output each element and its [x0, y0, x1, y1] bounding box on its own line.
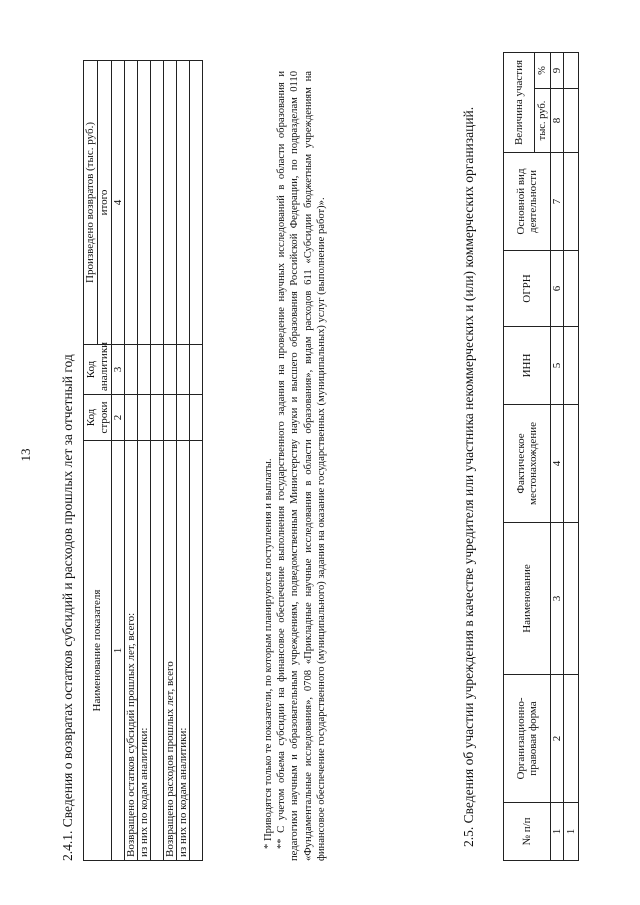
table-cell	[125, 345, 138, 395]
column-number: 3	[112, 345, 125, 395]
column-number: 2	[551, 675, 564, 803]
header-percent: %	[535, 53, 551, 89]
column-number: 3	[551, 523, 564, 675]
header-analytics-code: Код аналитики	[84, 345, 112, 395]
row-number: 1	[564, 803, 579, 861]
table-cell	[190, 395, 203, 441]
row-label: из них по кодам аналитики:	[138, 441, 151, 861]
table-cell	[138, 395, 151, 441]
header-name: Наименование	[504, 523, 551, 675]
header-location: Фактическое местонахождение	[504, 405, 551, 523]
header-share: Величина участия	[504, 53, 535, 153]
header-indicator-name: Наименование показателя	[84, 441, 112, 861]
column-number: 9	[551, 53, 564, 89]
table-cell	[177, 61, 190, 345]
table-cell	[190, 61, 203, 345]
row-label	[190, 441, 203, 861]
table-cell	[125, 61, 138, 345]
header-row-number: № п/п	[504, 803, 551, 861]
row-label	[151, 441, 164, 861]
table-cell	[564, 405, 579, 523]
table-cell	[564, 89, 579, 153]
header-total: итого	[98, 61, 112, 345]
header-activity: Основной вид деятельности	[504, 153, 551, 251]
footnote-2: ** С учетом объема субсидии на финансовое обеспечение выполнения государственного задания на проведение научных исследований в области образования и педагогики научным и образовательным учреждениям, подведомственным Министерству науки и высшего образования Российской Федерации, по подразделам 0110 «Фундаментальные исследования», 0708 «Прикладные научные исследования в области образования», видам расходов 611 «Субсидии бюджетным учреждениям на финансовое обеспечение государственного (муниципального) задания на оказание государственных (муниципальных) услуг (выполнение работ)».	[276, 71, 327, 861]
participation-table	[503, 52, 579, 861]
column-number: 1	[112, 441, 125, 861]
table-cell	[151, 61, 164, 345]
section-25-title: 2.5. Сведения об участии учреждения в качестве учредителя или участника некоммерческих и (или) коммерческих организаций.	[461, 106, 476, 847]
header-row-code: Код строки	[84, 395, 112, 441]
table-cell	[564, 251, 579, 327]
table-cell	[125, 395, 138, 441]
header-thousand-rub: тыс. руб.	[535, 89, 551, 153]
table-cell	[151, 345, 164, 395]
column-number: 8	[551, 89, 564, 153]
table-cell	[164, 345, 177, 395]
table-cell	[564, 675, 579, 803]
column-number: 7	[551, 153, 564, 251]
footnotes	[262, 71, 328, 861]
header-ogrn: ОГРН	[504, 251, 551, 327]
table-cell	[177, 345, 190, 395]
table-cell	[190, 345, 203, 395]
table-cell	[138, 61, 151, 345]
page-number: 13	[18, 448, 33, 462]
column-number: 4	[112, 61, 125, 345]
footnote-1: * Приводятся только те показатели, по которым планируются поступления и выплаты.	[263, 458, 274, 849]
table-cell	[564, 153, 579, 251]
table-cell	[177, 395, 190, 441]
column-number: 2	[112, 395, 125, 441]
table-cell	[164, 61, 177, 345]
table-cell	[564, 53, 579, 89]
row-label: Возвращено расходов прошлых лет, всего	[164, 441, 177, 861]
row-label: Возвращено остатков субсидий прошлых лет, всего:	[125, 441, 138, 861]
column-number: 1	[551, 803, 564, 861]
returns-table	[83, 60, 203, 861]
header-returns: Произведено возвратов (тыс. руб.)	[84, 61, 98, 345]
column-number: 5	[551, 327, 564, 405]
column-number: 6	[551, 251, 564, 327]
section-241-title: 2.4.1. Сведения о возвратах остатков субсидий и расходов прошлых лет за отчетный год	[60, 354, 75, 861]
table-cell	[138, 345, 151, 395]
header-inn: ИНН	[504, 327, 551, 405]
table-cell	[151, 395, 164, 441]
table-cell	[564, 327, 579, 405]
header-org-form: Организационно-правовая форма	[504, 675, 551, 803]
table-cell	[164, 395, 177, 441]
row-label: из них по кодам аналитики:	[177, 441, 190, 861]
column-number: 4	[551, 405, 564, 523]
table-cell	[564, 523, 579, 675]
